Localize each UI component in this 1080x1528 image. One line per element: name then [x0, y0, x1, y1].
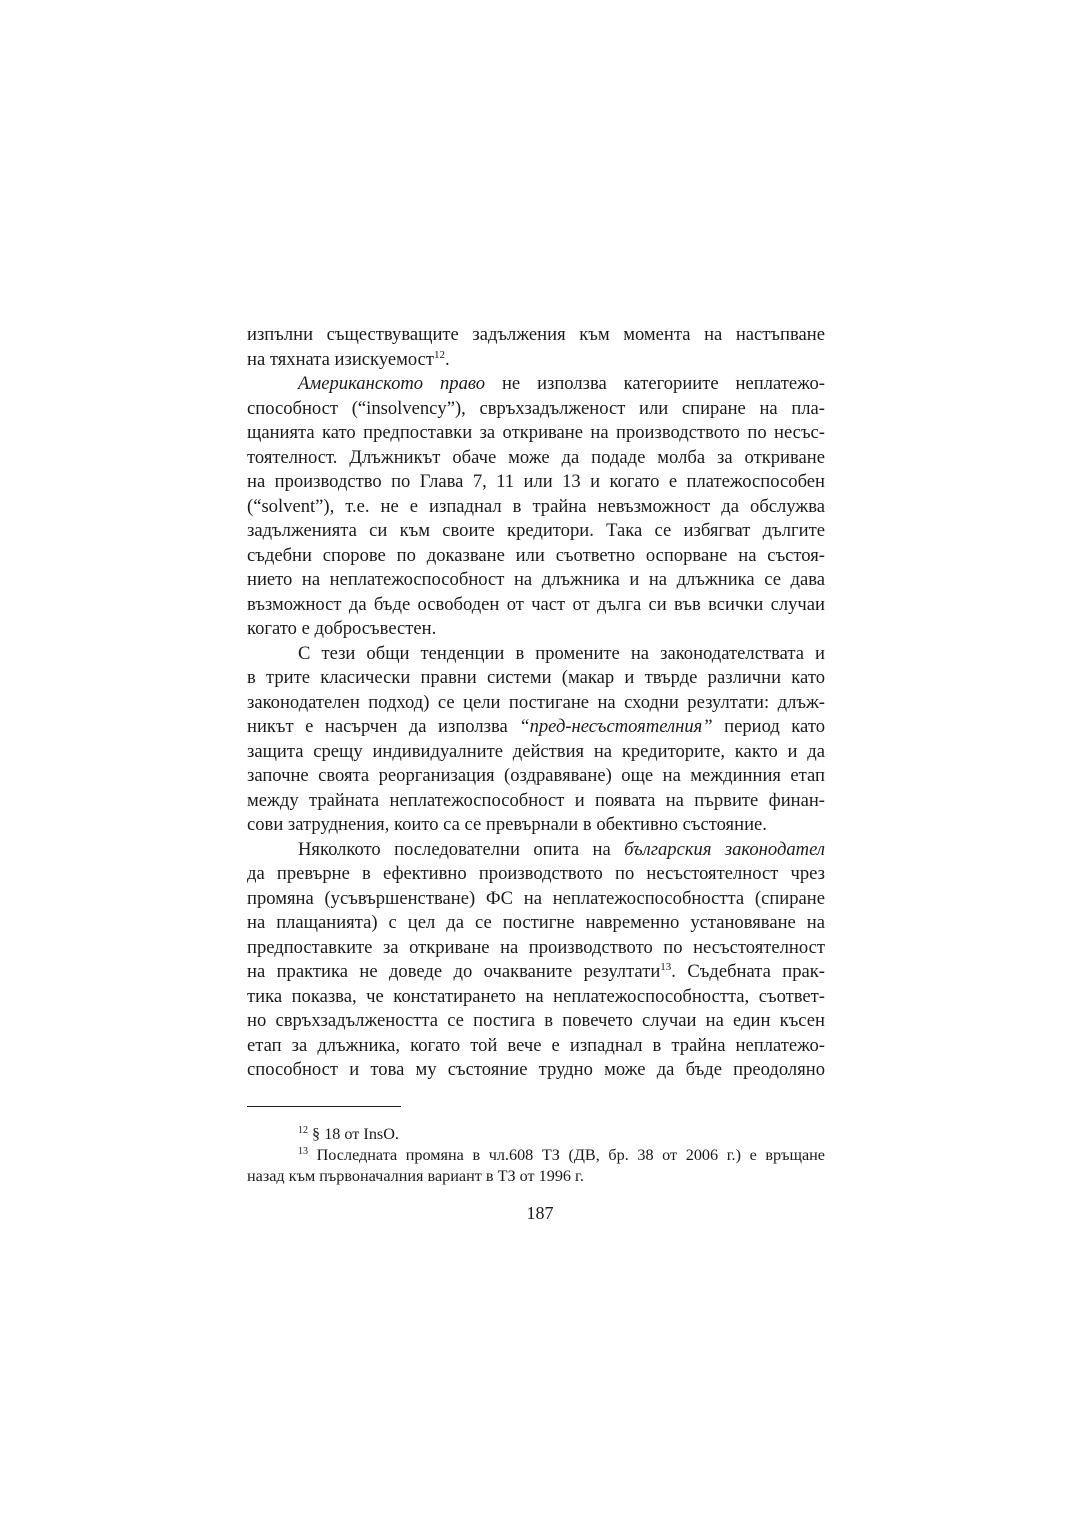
- text-line: С тези общи тенденции в промените на законодателствата и: [298, 642, 825, 664]
- footnote-ref-13[interactable]: 13: [660, 961, 672, 973]
- text-span: период като: [712, 716, 825, 737]
- text-line: [247, 372, 825, 397]
- text-line: в трите класически правни системи (макар и твърде различни като: [247, 667, 825, 688]
- text-line: започне своята реорганизация (оздравяване) още на междинния етап: [247, 765, 825, 786]
- italic-term: Американското право: [298, 373, 486, 394]
- text-span: никът е насърчен да използва: [247, 716, 520, 737]
- text-line: задълженията си към своите кредитори. Така се избягват дългите: [247, 520, 825, 541]
- text-line: нието на неплатежоспособност на длъжника и на длъжника се дава: [247, 569, 825, 590]
- paragraph-general-trends: [247, 642, 825, 838]
- text-line: предпоставките за откриване на производството по несъстоятелност: [247, 936, 825, 958]
- text-line: [247, 960, 825, 985]
- text-span: не използва категориите неплатежо-: [485, 373, 825, 394]
- footnote-line: [247, 1124, 825, 1145]
- text-line: [247, 348, 825, 373]
- main-text: [247, 323, 825, 1083]
- footnote-13: [247, 1145, 825, 1187]
- text-line: но свръхзадължеността се постига в повечето случаи на един късен: [247, 1010, 825, 1031]
- text-line: тоятелност. Длъжникът обаче може да подаде молба за откриване: [247, 446, 825, 468]
- footnote-line: [247, 1145, 825, 1166]
- text-line: тика показва, че констатирането на неплатежоспособността, съответ-: [247, 985, 825, 1007]
- text-line: етап за длъжника, когато той вече е изпаднал в трайна неплатежо-: [247, 1034, 825, 1056]
- footnote-text: § 18 от InsO.: [308, 1125, 399, 1143]
- text-span: на тяхната изискуемост: [247, 348, 435, 370]
- text-line: на производство по Глава 7, 11 или 13 и когато е платежоспособен: [247, 471, 825, 492]
- text-line: способност и това му състояние трудно може да бъде преодоляно: [247, 1059, 825, 1080]
- text-line: промяна (усъвършенстване) ФС на неплатежоспособността (спиране: [247, 887, 825, 909]
- text-span: Няколкото последователни опита на: [298, 838, 625, 860]
- text-line: [247, 715, 825, 740]
- footnote-12: [247, 1124, 825, 1145]
- text-line: възможност да бъде освободен от част от дълга си във всички случаи: [247, 593, 825, 615]
- text-line: между трайната неплатежоспособност и появата на първите финан-: [247, 789, 825, 811]
- footnote-line: назад към първоначалния вариант в ТЗ от 1996 г.: [247, 1167, 584, 1185]
- italic-term: “пред-несъстоятелния”: [519, 716, 713, 737]
- text-line: законодателен подход) се цели постигане на сходни резултати: длъж-: [247, 691, 825, 713]
- paragraph-american-law: [247, 372, 825, 642]
- text-span: . Съдебната прак-: [671, 961, 825, 982]
- italic-term: българския законодател: [624, 838, 825, 860]
- footnote-number: 13: [298, 1146, 308, 1157]
- text-span: .: [445, 348, 450, 370]
- footnote-number: 12: [298, 1125, 308, 1136]
- text-line: защита срещу индивидуалните действия на кредиторите, както и да: [247, 740, 825, 762]
- text-line: [247, 838, 825, 863]
- text-line: на плащанията) с цел да се постигне навременно установяване на: [247, 912, 825, 933]
- footnote-ref-12[interactable]: 12: [434, 348, 446, 361]
- footnotes: [247, 1124, 825, 1187]
- paragraph-continuation: [247, 323, 825, 372]
- text-line: сови затруднения, които са се превърнали в обективно състояние.: [247, 814, 767, 835]
- text-line: щанията като предпоставки за откриване на производството по несъс-: [247, 422, 825, 443]
- paragraph-bulgarian-legislator: [247, 838, 825, 1083]
- page-number: 187: [526, 1203, 554, 1223]
- text-line: съдебни спорове по доказване или съответно оспорване на състоя-: [247, 544, 825, 566]
- text-span: на практика не доведе до очакваните резултати: [247, 961, 661, 982]
- text-line: изпълни съществуващите задължения към момента на настъпване: [247, 324, 825, 345]
- text-line: способност (“insolvency”), свръхзадълженост или спиране на пла-: [247, 397, 825, 419]
- footnote-text: Последната промяна в чл.608 ТЗ (ДВ, бр. 38 от 2006 г.) е връщане: [308, 1146, 825, 1164]
- text-line: (“solvent”), т.е. не е изпаднал в трайна невъзможност да обслужва: [247, 495, 825, 517]
- text-line: да превърне в ефективно производството по несъстоятелност чрез: [247, 863, 825, 884]
- text-line: когато е добросъвестен.: [247, 618, 437, 639]
- footnote-separator: [247, 1106, 401, 1107]
